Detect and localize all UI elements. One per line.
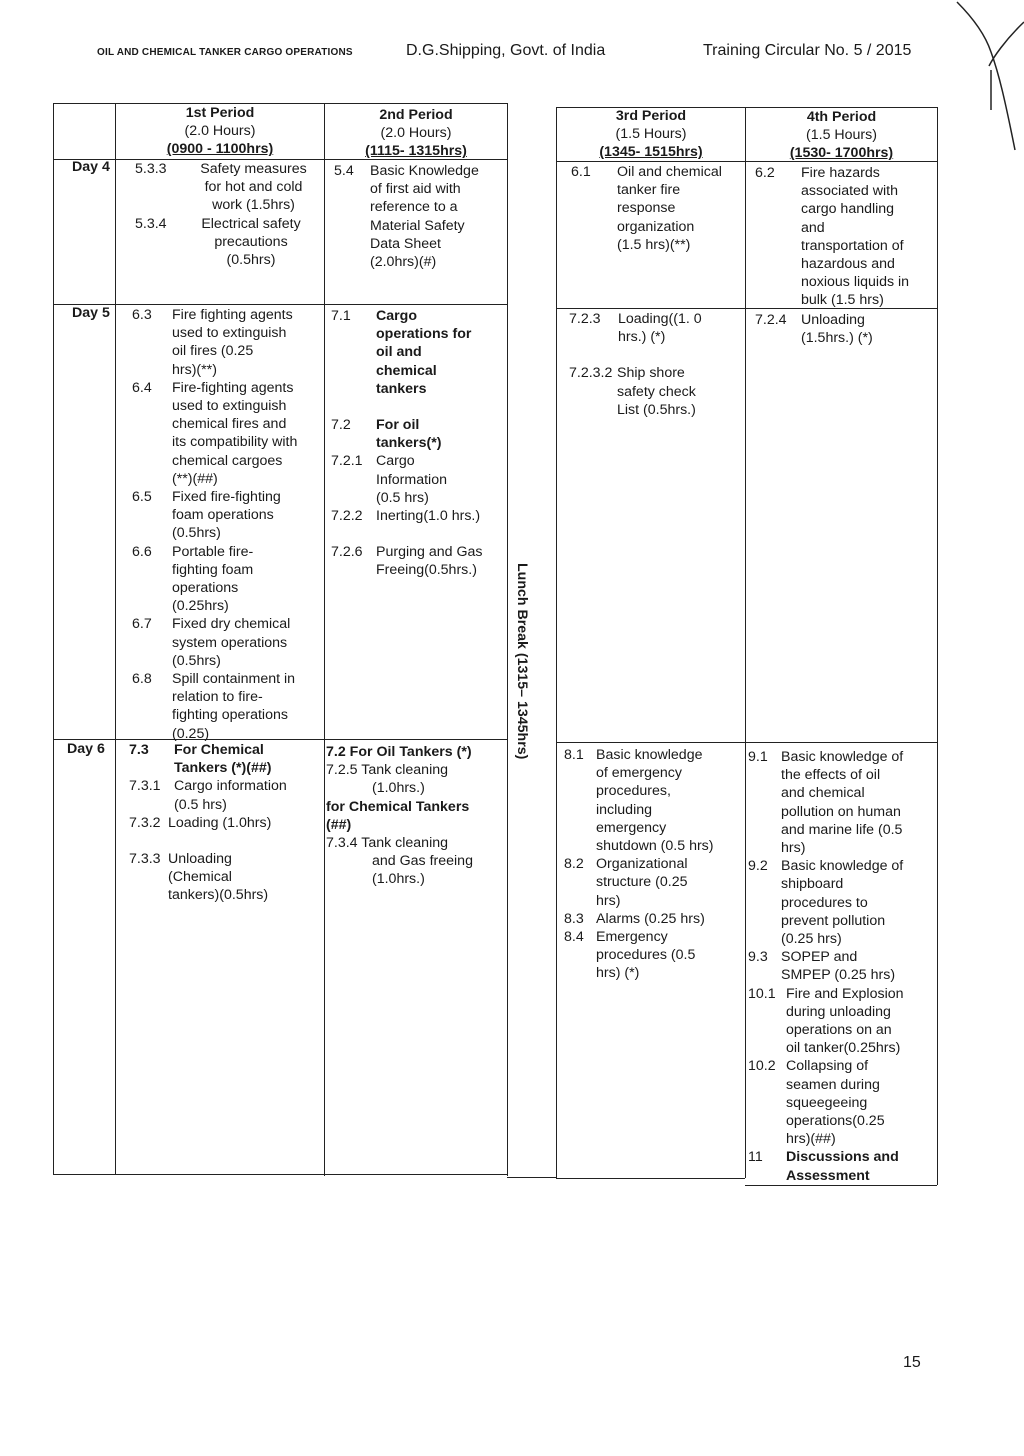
- item-text: hrs): [781, 840, 806, 857]
- item-number: 9.1: [748, 749, 768, 765]
- item-text: procedures,: [596, 783, 671, 800]
- item-text: Oil and chemical: [617, 164, 722, 180]
- item-text: and Gas freeing: [372, 853, 473, 870]
- list-item: [132, 488, 322, 543]
- item-text: emergency: [596, 819, 667, 836]
- item-text: (0.5 hrs): [376, 489, 429, 506]
- item-number: 7.2: [331, 417, 351, 434]
- item-text: operations on an: [786, 1022, 892, 1039]
- day4-period3-cell: [571, 163, 743, 254]
- day-label: Day 6: [67, 741, 105, 757]
- item-number: 8.3: [564, 910, 584, 927]
- list-item: [331, 416, 505, 452]
- item-text: chemical: [376, 362, 437, 379]
- item-text: squeegeeing: [786, 1094, 868, 1111]
- list-item: [331, 507, 505, 525]
- list-item: [129, 850, 323, 905]
- list-item: [748, 857, 936, 948]
- item-text: Ship shore: [617, 365, 685, 382]
- item-text: foam operations: [172, 507, 274, 524]
- item-number: 7.2.3: [569, 311, 601, 327]
- table-border: [556, 107, 557, 1178]
- list-item: [331, 452, 505, 507]
- item-text: Unloading: [168, 851, 232, 868]
- day4-period2-cell: [334, 162, 504, 271]
- item-text: for hot and cold: [204, 179, 303, 196]
- item-number: 9.3: [748, 949, 768, 966]
- item-text: Fire and Explosion: [786, 985, 904, 1002]
- item-number: 6.5: [132, 489, 152, 506]
- item-text: safety check: [617, 383, 696, 400]
- item-number: 7.2.3.2: [569, 365, 613, 382]
- item-number: 7.3.1: [129, 778, 161, 795]
- item-number: 7.2.2: [331, 508, 363, 525]
- list-item: [331, 307, 505, 398]
- item-text: Fixed dry chemical: [172, 616, 291, 633]
- period-range: (1345- 1515hrs): [599, 144, 703, 161]
- item-text: Basic Knowledge: [370, 163, 479, 179]
- item-text: Basic knowledge of: [781, 749, 904, 765]
- item-text: used to extinguish: [172, 325, 287, 342]
- day5-period2-cell: [331, 307, 505, 580]
- item-text: Basic knowledge: [596, 747, 703, 763]
- item-text: procedures to: [781, 894, 868, 911]
- item-text: chemical fires and: [172, 416, 287, 433]
- list-item: [748, 985, 936, 1058]
- day4-period4-cell: [755, 164, 935, 310]
- item-text: Fire-fighting agents: [172, 379, 294, 396]
- list-item: [135, 160, 323, 215]
- item-text: Emergency: [596, 929, 668, 946]
- day6-period2-cell: [326, 743, 506, 889]
- day-label: Day 5: [72, 305, 110, 321]
- item-number: 8.1: [564, 747, 584, 763]
- item-text: Safety measures: [200, 161, 307, 177]
- item-text: For oil: [376, 417, 420, 434]
- item-text: the effects of oil: [781, 767, 881, 784]
- list-item: [129, 741, 323, 777]
- item-text: Loading((1. 0: [618, 311, 702, 327]
- list-item: [569, 364, 743, 419]
- scan-mark-decoration: [955, 0, 1024, 160]
- item-text: For Chemical: [174, 742, 264, 758]
- list-item: [755, 311, 935, 347]
- item-text: chemical cargoes: [172, 452, 283, 469]
- item-text: Cargo information: [174, 778, 287, 795]
- item-text: (0.25 hrs): [781, 931, 842, 948]
- list-item: [132, 543, 322, 616]
- day6-period1-cell: [129, 741, 323, 905]
- item-number: 6.3: [132, 307, 152, 323]
- table-border: [745, 107, 746, 1178]
- item-text: fighting foam: [172, 561, 254, 578]
- item-text: and chemical: [781, 785, 865, 802]
- item-text: (0.5 hrs): [174, 796, 227, 813]
- item-text: Spill containment in: [172, 671, 296, 688]
- item-number: 7.2.1: [331, 453, 363, 470]
- table-border: [507, 103, 508, 1176]
- item-text: SMPEP (0.25 hrs): [781, 967, 896, 984]
- item-number: 6.8: [132, 671, 152, 688]
- list-item: [334, 162, 504, 271]
- item-text: oil fires (0.25: [172, 343, 254, 360]
- item-text: Fire fighting agents: [172, 307, 293, 323]
- list-item: [132, 306, 322, 379]
- item-text: (0.5hrs): [172, 652, 221, 669]
- item-number: 5.4: [334, 163, 354, 179]
- item-text: work (1.5hrs): [212, 197, 295, 214]
- item-text: (1.5 hrs)(**): [617, 236, 691, 253]
- item-number: 6.1: [571, 164, 591, 180]
- item-number: 10.2: [748, 1058, 776, 1075]
- list-item: [129, 814, 323, 832]
- item-text: List (0.5hrs.): [617, 401, 696, 418]
- item-text: cargo handling: [801, 201, 895, 218]
- table-border: [324, 103, 325, 1176]
- item-text: Basic knowledge of: [781, 858, 904, 875]
- item-text: hrs)(##): [786, 1131, 836, 1148]
- list-item: [748, 1057, 936, 1148]
- item-text: procedures (0.5: [596, 947, 696, 964]
- table-border: [556, 1178, 745, 1179]
- item-text: Cargo: [376, 308, 417, 324]
- day5-period4-cell: [755, 311, 935, 347]
- item-text: tankers)(0.5hrs): [168, 887, 269, 904]
- item-text: Loading (1.0hrs): [168, 814, 272, 831]
- header-left-title: OIL AND CHEMICAL TANKER CARGO OPERATIONS: [97, 47, 353, 58]
- item-text: and marine life (0.5: [781, 821, 903, 838]
- item-number: 6.2: [755, 165, 775, 181]
- item-text: (0.25hrs): [172, 598, 229, 615]
- item-text: (##): [326, 816, 352, 833]
- item-text: system operations: [172, 634, 288, 651]
- item-text: associated with: [801, 183, 898, 200]
- list-item: [564, 855, 744, 910]
- item-text: oil and: [376, 344, 422, 361]
- item-text: Organizational: [596, 856, 688, 873]
- item-text: Inerting(1.0 hrs.): [376, 508, 481, 525]
- item-text: its compatibility with: [172, 434, 298, 451]
- item-text: (0.5hrs): [172, 525, 221, 542]
- header-center-title: D.G.Shipping, Govt. of India: [406, 42, 606, 59]
- item-text: relation to fire-: [172, 689, 263, 706]
- item-number: 5.3.4: [135, 215, 167, 232]
- item-text: Alarms (0.25 hrs): [596, 910, 705, 927]
- item-text: operations: [172, 580, 239, 597]
- item-text: noxious liquids in: [801, 274, 910, 291]
- day5-period1-cell: [132, 306, 322, 743]
- item-text: bulk (1.5 hrs): [801, 292, 884, 309]
- item-number: 7.2.4: [755, 312, 787, 328]
- item-text: precautions: [214, 233, 288, 250]
- list-item: [748, 748, 936, 857]
- item-text: hazardous and: [801, 256, 895, 273]
- period-range: (1115- 1315hrs): [365, 143, 467, 160]
- item-text: and: [801, 219, 825, 236]
- item-text: Tankers (*)(##): [174, 760, 272, 777]
- item-number: 7.3.2: [129, 814, 161, 831]
- table-border: [937, 107, 938, 1185]
- item-text: (**)(##): [172, 470, 218, 487]
- item-text: pollution on human: [781, 803, 901, 820]
- table-border: [745, 1185, 937, 1186]
- item-text: (1.0hrs.): [372, 780, 425, 797]
- item-text: (Chemical: [168, 869, 232, 886]
- table-border: [53, 103, 54, 1174]
- item-text: during unloading: [786, 1003, 891, 1020]
- period-title: 3rd Period: [615, 108, 687, 124]
- item-text: Unloading: [801, 312, 865, 328]
- list-item: [748, 1148, 936, 1184]
- item-text: SOPEP and: [781, 949, 858, 966]
- day-label: Day 4: [72, 159, 110, 175]
- item-number: 7.1: [331, 308, 351, 324]
- item-text: (0.25): [172, 725, 210, 742]
- item-number: 7.3: [129, 742, 149, 758]
- item-number: 8.4: [564, 929, 584, 946]
- item-text: Electrical safety: [201, 215, 301, 232]
- day6-period3-cell: [564, 746, 744, 983]
- item-number: 7.3.3: [129, 851, 161, 868]
- item-text: organization: [617, 218, 695, 235]
- item-text: of first aid with: [370, 181, 461, 198]
- item-text: Collapsing of: [786, 1058, 869, 1075]
- item-text: Assessment: [786, 1167, 870, 1184]
- item-text: (1.5hrs.) (*): [801, 330, 873, 347]
- list-item: [132, 670, 322, 743]
- item-text: hrs)(**): [172, 361, 217, 378]
- item-text: fighting operations: [172, 707, 288, 724]
- item-text: (0.5hrs): [226, 252, 276, 269]
- item-text: Data Sheet: [370, 235, 441, 252]
- item-number: 5.3.3: [135, 161, 167, 177]
- item-text: of emergency: [596, 765, 682, 782]
- list-item: [564, 746, 744, 855]
- item-text: Discussions and: [786, 1149, 899, 1166]
- period-header-3: [557, 107, 745, 162]
- item-number: 10.1: [748, 985, 776, 1002]
- list-item: [132, 379, 322, 488]
- item-text: 7.2.5 Tank cleaning: [326, 762, 448, 779]
- list-item: [564, 910, 744, 928]
- item-number: 8.2: [564, 856, 584, 873]
- list-item: [564, 928, 744, 983]
- item-number: 7.2.6: [331, 544, 363, 561]
- table-border: [53, 304, 507, 305]
- item-text: operations for: [376, 326, 472, 343]
- item-text: prevent pollution: [781, 912, 886, 929]
- item-text: for Chemical Tankers: [326, 798, 470, 815]
- period-hours: (1.5 Hours): [806, 127, 877, 144]
- item-text: Portable fire-: [172, 543, 254, 560]
- item-text: reference to a: [370, 199, 458, 216]
- item-number: 6.6: [132, 543, 152, 560]
- item-number: 6.4: [132, 379, 152, 396]
- list-item: [132, 615, 322, 670]
- period-hours: (2.0 Hours): [184, 123, 256, 140]
- list-item: [755, 164, 935, 310]
- item-text: response: [617, 200, 676, 217]
- day6-period4-cell: [748, 748, 936, 1185]
- item-text: transportation of: [801, 237, 904, 254]
- period-title: 4th Period: [806, 109, 877, 125]
- item-number: 11: [748, 1149, 763, 1166]
- list-item: [135, 215, 323, 270]
- lunch-break-label: Lunch Break (1315– 1345hrs): [514, 563, 530, 760]
- period-header-2: [325, 106, 507, 161]
- item-text: hrs.) (*): [618, 329, 666, 346]
- period-title: 2nd Period: [379, 107, 453, 123]
- period-range: (1530- 1700hrs): [789, 145, 894, 162]
- day5-period3-cell: [569, 310, 743, 419]
- item-text: (1.0hrs.): [372, 871, 425, 888]
- item-text: operations(0.25: [786, 1113, 885, 1130]
- item-text: tanker fire: [617, 182, 681, 199]
- item-number: 6.7: [132, 616, 152, 633]
- header-right-title: Training Circular No. 5 / 2015: [703, 42, 912, 59]
- item-text: used to extinguish: [172, 398, 287, 415]
- period-hours: (2.0 Hours): [380, 125, 452, 142]
- item-text: (2.0hrs)(#): [370, 254, 437, 271]
- page-number: 15: [903, 1354, 921, 1371]
- item-text: Information: [376, 471, 447, 488]
- period-header-1: [116, 104, 324, 159]
- table-border: [556, 742, 937, 743]
- item-text: shutdown (0.5 hrs): [596, 838, 714, 855]
- item-text: tankers: [376, 380, 427, 397]
- item-text: hrs) (*): [596, 965, 640, 982]
- list-item: [129, 777, 323, 813]
- table-border: [507, 1177, 556, 1178]
- list-item: [569, 310, 743, 346]
- item-text: tankers(*): [376, 435, 442, 452]
- item-text: oil tanker(0.25hrs): [786, 1040, 901, 1057]
- item-text: Fire hazards: [801, 165, 880, 181]
- item-number: 9.2: [748, 858, 768, 875]
- item-text: structure (0.25: [596, 874, 688, 891]
- item-text: including: [596, 801, 653, 818]
- item-text: Material Safety: [370, 217, 465, 234]
- period-hours: (1.5 Hours): [615, 126, 687, 143]
- period-header-4: [746, 108, 937, 163]
- list-item: [331, 543, 505, 579]
- item-text: shipboard: [781, 876, 844, 893]
- period-range: (0900 - 1100hrs): [166, 141, 274, 158]
- item-text: hrs): [596, 892, 621, 909]
- table-border: [53, 1174, 507, 1175]
- day4-period1-cell: [135, 160, 323, 269]
- period-title: 1st Period: [185, 105, 255, 121]
- item-text: 7.3.4 Tank cleaning: [326, 835, 448, 852]
- table-border: [115, 103, 116, 1174]
- item-text: Fixed fire-fighting: [172, 489, 281, 506]
- item-text: 7.2 For Oil Tankers (*): [326, 744, 472, 760]
- item-text: Cargo: [376, 453, 415, 470]
- item-text: seamen during: [786, 1076, 880, 1093]
- item-text: Purging and Gas: [376, 544, 483, 561]
- item-text: Freeing(0.5hrs.): [376, 562, 477, 579]
- list-item: [571, 163, 743, 254]
- list-item: [748, 948, 936, 984]
